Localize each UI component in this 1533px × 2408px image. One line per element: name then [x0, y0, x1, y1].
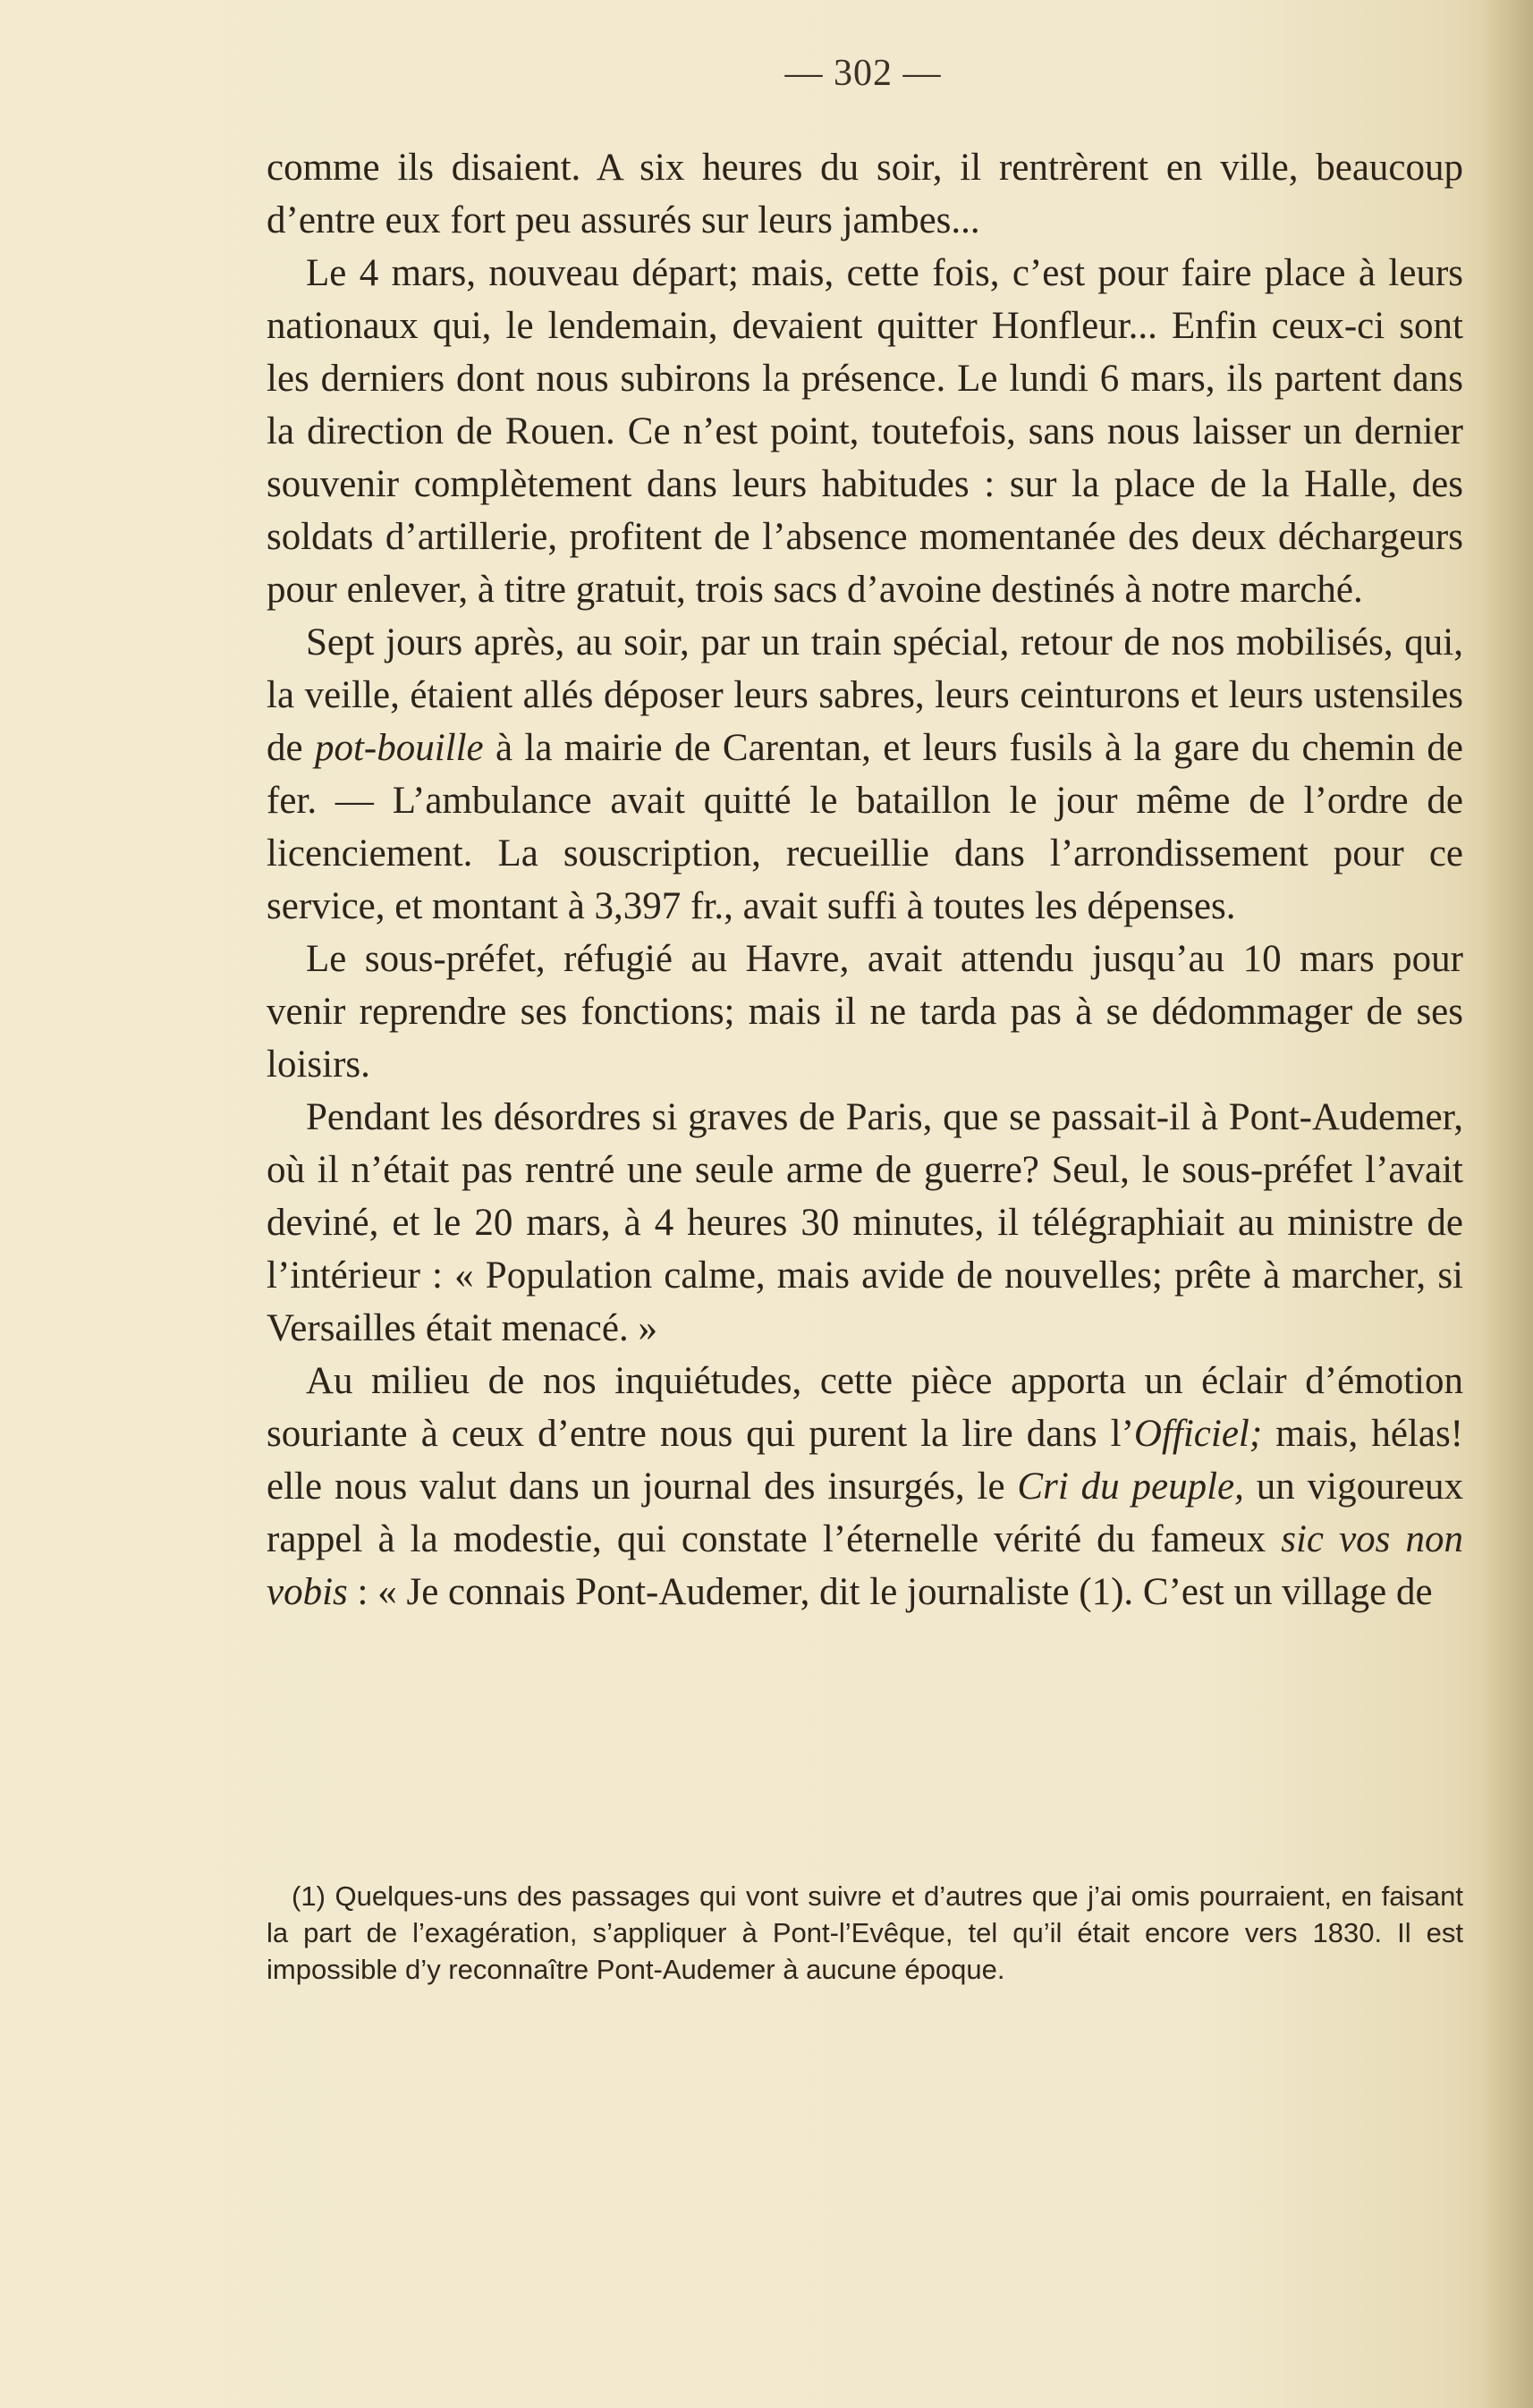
paragraph-2: Le 4 mars, nouveau départ; mais, cette fois, c’est pour faire place à leurs nationaux qui, le lendemain, devaient quitter Honfleur... Enfin ceux-ci sont les derniers dont nous subirons la présence. Le lundi 6 mars, ils partent dans la direction de Rouen. Ce n’est point, toutefois, sans nous laisser un dernier souvenir complètement dans leurs habitudes : sur la place de la Halle, des soldats d’artillerie, profitent de l’absence momentanée des deux déchargeurs pour enlever, à titre gratuit, trois sacs d’avoine destinés à notre marché.	[267, 252, 1463, 611]
page-number: — 302 —	[784, 53, 942, 94]
italic-officiel: Officiel;	[1133, 1413, 1263, 1455]
paragraph-6-part-4: : « Je connais Pont-Audemer, dit le journaliste (1). C’est un village de	[357, 1571, 1433, 1613]
paragraph-6-part-1: Au milieu de nos inquiétudes, cette pièce apporta un éclair d’émotion souriante à ceux d’entre nous qui purent la lire dans l’	[267, 1360, 1463, 1455]
paragraph-5: Pendant les désordres si graves de Paris, que se passait-il à Pont-Audemer, où il n’était pas rentré une seule arme de guerre? Seul, le sous-préfet l’avait deviné, et le 20 mars, à 4 heures 30 minutes, il télégraphiait au ministre de l’intérieur : « Population calme, mais avide de nouvelles; prête à marcher, si Versailles était menacé. »	[267, 1096, 1463, 1349]
main-text	[267, 141, 1463, 1618]
paragraph-6-part-2: mais, hélas! elle nous valut dans un journal des insurgés, le	[267, 1413, 1463, 1508]
paragraph-3-part-2: à la mairie de Carentan, et leurs fusils à la gare du chemin de fer. — L’ambulance avait quitté le bataillon le jour même de l’ordre de licenciement. La souscription, recueillie dans l’arrondissement pour ce service, et montant à 3,397 fr., avait suffi à toutes les dépenses.	[267, 727, 1463, 927]
page-edge-shadow	[1479, 0, 1533, 2408]
paragraph-4: Le sous-préfet, réfugié au Havre, avait attendu jusqu’au 10 mars pour venir reprendre ses fonctions; mais il ne tarda pas à se dédommager de ses loisirs.	[267, 938, 1463, 1086]
italic-sic-vos-non-vobis: sic vos non vobis	[267, 1518, 1463, 1613]
paragraph-3-part-1: Sept jours après, au soir, par un train spécial, retour de nos mobilisés, qui, la veille, étaient allés déposer leurs sabres, leurs ceinturons et leurs ustensiles de	[267, 621, 1463, 769]
footnote-text: (1) Quelques-uns des passages qui vont suivre et d’autres que j’ai omis pourraient, en faisant la part de l’exagération, s’appliquer à Pont-l’Evêque, tel qu’il était encore vers 1830. Il est impossible d’y reconnaître Pont-Audemer à aucune époque.	[267, 1880, 1463, 1985]
paragraph-3	[267, 616, 1463, 933]
paragraph-1: comme ils disaient. A six heures du soir, il rentrèrent en ville, beaucoup d’entre eux fort peu assurés sur leurs jambes...	[267, 147, 1463, 241]
italic-cri-du-peuple: Cri du peuple,	[1017, 1466, 1244, 1508]
italic-pot-bouille: pot-bouille	[314, 727, 484, 769]
paragraph-6-part-3: un vigoureux rappel à la modestie, qui constate l’éternelle vérité du fameux	[267, 1466, 1463, 1560]
footnote	[267, 1878, 1463, 1988]
paragraph-6	[267, 1355, 1463, 1618]
